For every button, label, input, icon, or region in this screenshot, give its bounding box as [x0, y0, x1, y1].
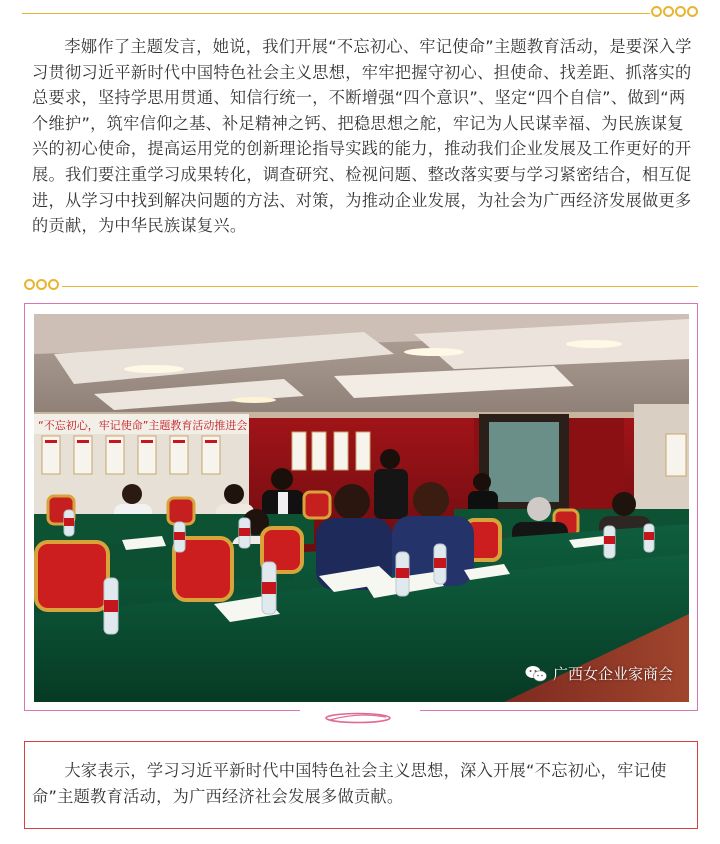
banner-text: “不忘初心，牢记使命”主题教育活动推进会: [38, 419, 248, 432]
circle-icon: [675, 6, 686, 17]
circle-icon: [48, 279, 59, 290]
circle-icon: [651, 6, 662, 17]
circle-icon: [36, 279, 47, 290]
top-divider-line: [22, 13, 650, 14]
top-circle-ornament: [651, 6, 698, 17]
article-paragraph-speech: 李娜作了主题发言，她说，我们开展“不忘初心、牢记使命”主题教育活动，是要深入学习贯彻习近平新时代中国特色社会主义思想，牢牢把握守初心、担使命、找差距、抓落实的总要求，坚持学思用贯通、知信行统一，不断增强“四个意识”、坚定“四个自信”、做到“两个维护”，筑牢信仰之基、补足精神之钙、把稳思想之舵，牢记为人民谋幸福、为民族谋复兴的初心使命，提高运用党的创新理论指导实践的能力，推动我们企业发展及工作更好的开展。我们要注重学习成果转化，调查研究、检视问题、整改落实要与学习紧密结合，相互促进，从学习中找到解决问题的方法、对策，为推动企业发展，为社会为广西经济发展做更多的贡献，为中华民族谋复兴。: [32, 37, 692, 236]
article-paragraph-summary: 大家表示，学习习近平新时代中国特色社会主义思想，深入开展“不忘初心，牢记使命”主题教育活动，为广西经济社会发展多做贡献。: [32, 761, 667, 806]
circle-icon: [663, 6, 674, 17]
meeting-photo: [34, 314, 689, 702]
wechat-icon: [525, 665, 547, 683]
circle-icon: [24, 279, 35, 290]
bottom-circle-ornament: [24, 279, 59, 290]
photo-watermark: [525, 663, 673, 684]
watermark-text: 广西女企业家商会: [552, 665, 673, 683]
swoosh-ornament-icon: [322, 711, 394, 725]
photo-frame: [24, 303, 698, 711]
bottom-divider-line: [62, 286, 698, 287]
circle-icon: [687, 6, 698, 17]
